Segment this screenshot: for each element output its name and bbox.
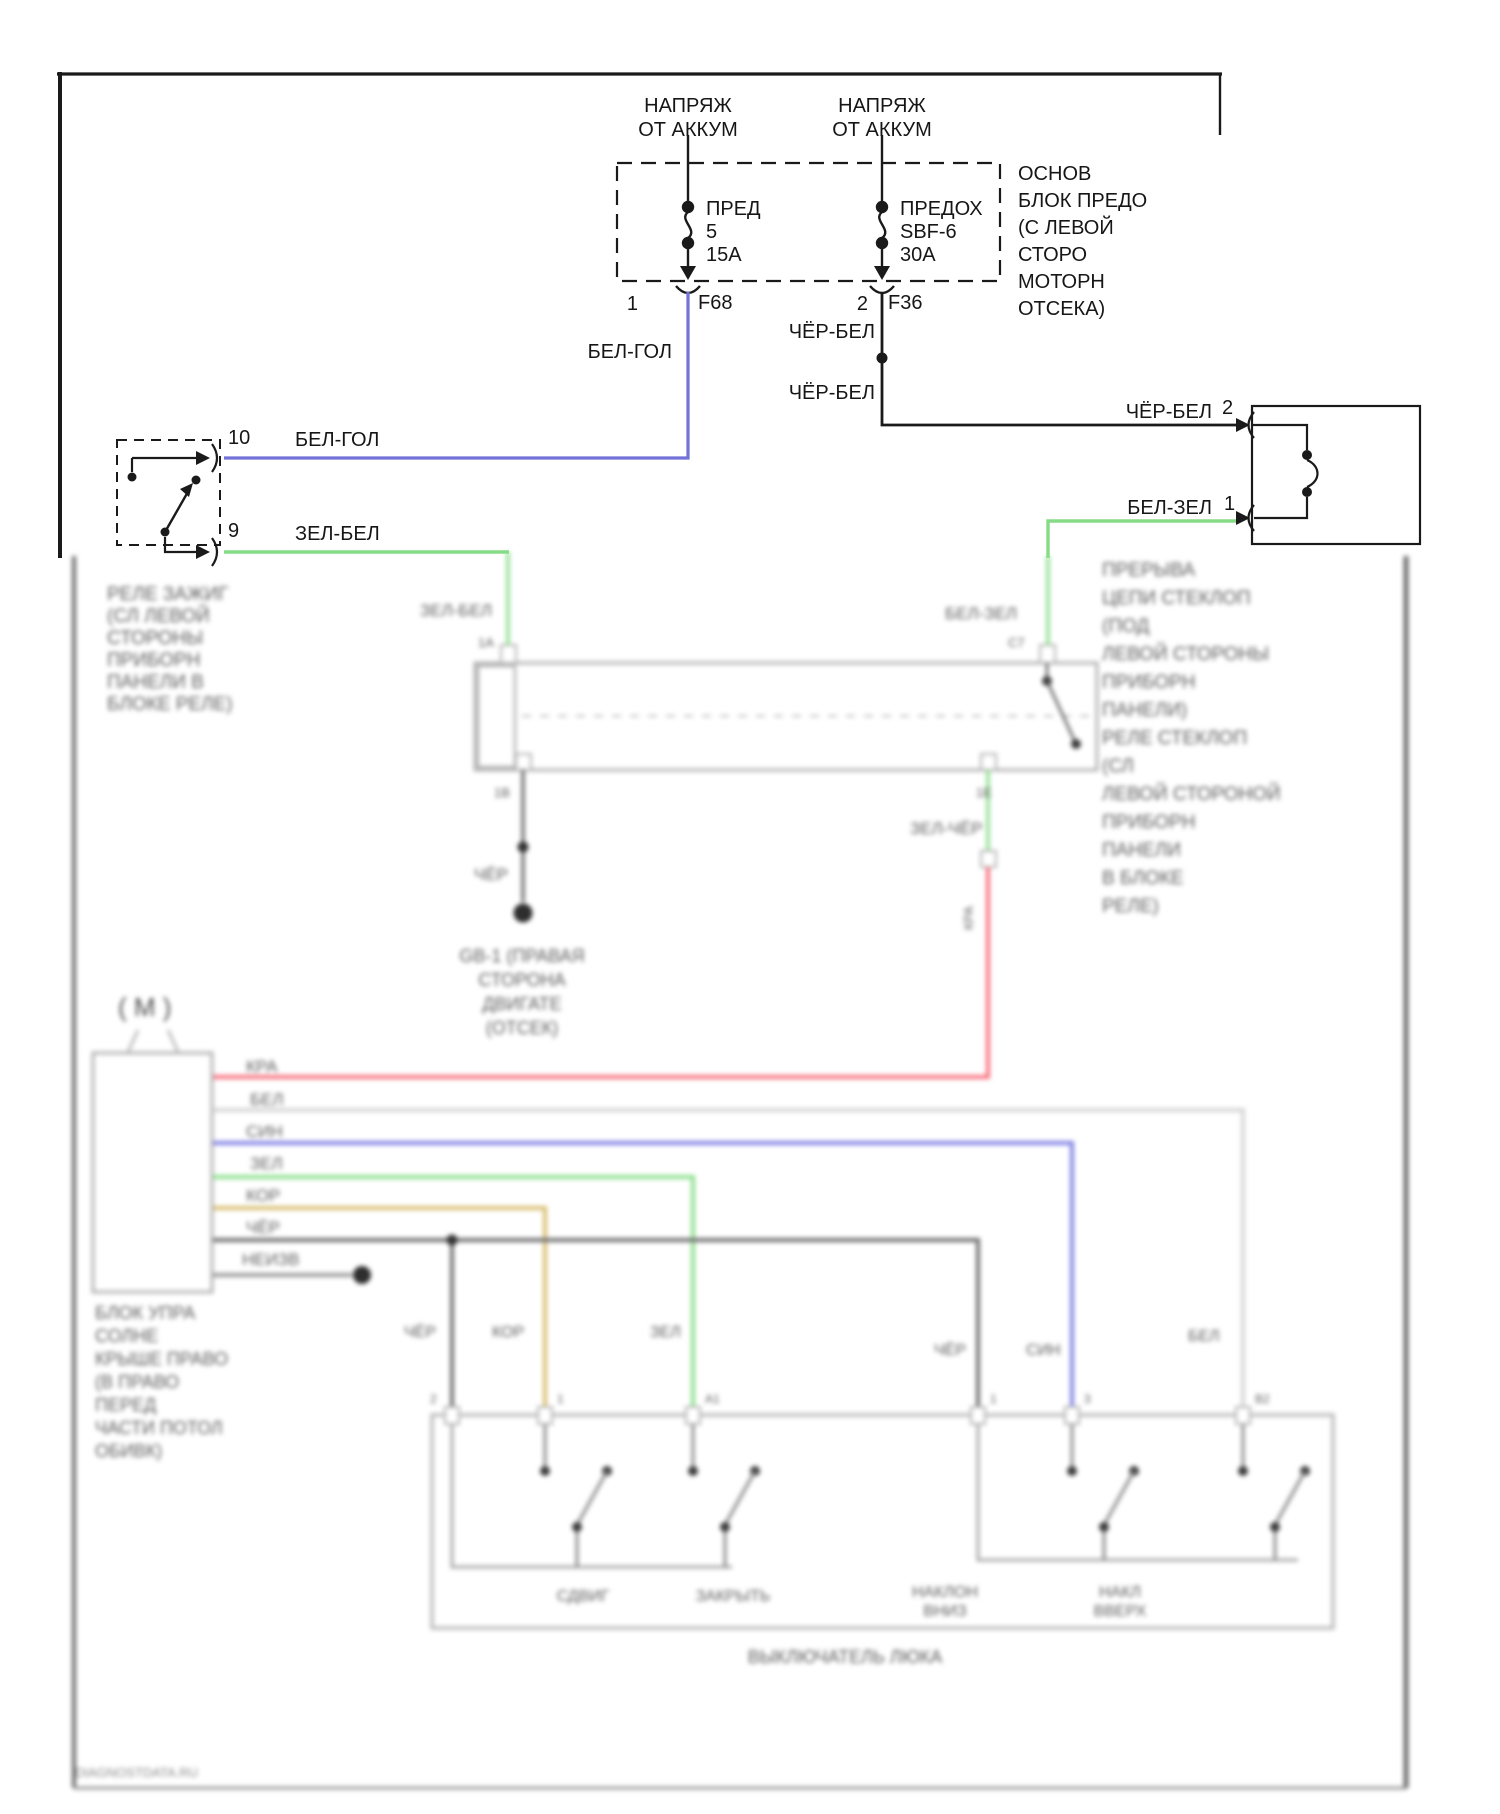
ground-label-1: GB-1 (ПРАВАЯ (459, 946, 585, 966)
feed1-line1: НАПРЯЖ (644, 95, 732, 117)
side-label-10: ПРИБОРН (1102, 812, 1196, 833)
fusebox-label-2: БЛОК ПРЕДО (1018, 190, 1148, 212)
ign-relay-label-2: (СЛ ЛЕВОЙ (107, 606, 210, 627)
motor-wire-cher: ЧЁР (246, 1218, 281, 1237)
fusebox-label-1: ОСНОВ (1018, 163, 1092, 185)
sw-pin-1: 2 (430, 1392, 437, 1406)
fusebox-label-5: МОТОРН (1018, 271, 1105, 293)
relay-pin-c7: C7 (1008, 635, 1025, 650)
inline-connector (981, 851, 996, 867)
sunroof-relay-box (475, 645, 1097, 770)
motor-wire-kor: КОР (246, 1186, 281, 1205)
sw-pos-3b: ВНИЗ (923, 1603, 967, 1620)
relay-pin-1b: 1B (494, 785, 510, 800)
relay-pin-1a: 1A (478, 635, 494, 650)
fuse1-id: 5 (706, 221, 718, 243)
wire-label-cher-bel-3: ЧЁР-БЕЛ (1125, 401, 1212, 423)
drop-label-cher-1: ЧЁР (404, 1324, 437, 1341)
drop-label-kor: КОР (492, 1324, 525, 1341)
fuse1-amps: 15A (706, 244, 742, 266)
ign-relay-label-3: СТОРОНЫ (107, 628, 204, 649)
motor-wire-zel: ЗЕЛ (250, 1154, 283, 1173)
drop-label-sin: СИН (1026, 1342, 1061, 1359)
fuse1-name: ПРЕД (706, 198, 761, 220)
ign-relay-label-4: ПРИБОРН (107, 650, 201, 671)
ground-dot-neizv (353, 1266, 371, 1284)
fuse1-conn: F68 (698, 292, 733, 314)
side-label-1: ПРЕРЫВА (1102, 560, 1196, 581)
sw-pin-6: B2 (1255, 1392, 1270, 1406)
sw-pin-2: 1 (557, 1392, 564, 1406)
side-label-5: ПРИБОРН (1102, 672, 1196, 693)
ign-relay-label-6: БЛОКЕ РЕЛЕ) (107, 694, 233, 715)
watermark: DIAGNOSTDATA.RU (75, 1765, 199, 1780)
sw-pin-3: A1 (705, 1392, 720, 1406)
breaker-pin2: 2 (1222, 397, 1234, 419)
fuse2-amps: 30A (900, 244, 936, 266)
motor-label-1: БЛОК УПРА (95, 1303, 196, 1323)
side-label-6: ПАНЕЛИ) (1102, 700, 1188, 721)
motor-label-4: (В ПРАВО (95, 1372, 180, 1392)
ground-label-2: СТОРОНА (478, 970, 566, 990)
motor-label-2: СОЛНЕ (95, 1326, 159, 1346)
sw-pin-4: 1 (990, 1392, 997, 1406)
wire-bel (213, 1110, 1243, 1407)
motor-block (93, 1030, 212, 1292)
side-label-9: ЛЕВОЙ СТОРОНОЙ (1102, 784, 1281, 805)
wire-cher-main (213, 1240, 978, 1407)
ign-relay-label-1: РЕЛЕ ЗАЖИГ (107, 584, 229, 605)
side-label-7: РЕЛЕ СТЕКЛОП (1102, 728, 1248, 749)
feed2-line1: НАПРЯЖ (838, 95, 926, 117)
label-zel-cher: ЗЕЛ-ЧЁР (910, 819, 983, 838)
sw-pos-4b: ВВЕРХ (1093, 1603, 1147, 1620)
fusebox-label-4: СТОРО (1018, 244, 1088, 266)
drop-label-zel: ЗЕЛ (650, 1324, 681, 1341)
side-label-3: (ПОД (1102, 616, 1150, 637)
relay-ground-leg (514, 770, 533, 923)
side-label-4: ЛЕВОЙ СТОРОНЫ (1102, 644, 1270, 665)
wire-label-bel-gol: БЕЛ-ГОЛ (587, 341, 672, 363)
wire-label-bel-zel: БЕЛ-ЗЕЛ (1127, 497, 1212, 519)
ground-label-3: ДВИГАТЕ (482, 994, 562, 1014)
wire-label-cher-bel-1: ЧЁР-БЕЛ (788, 321, 875, 343)
side-label-8: (СЛ (1102, 756, 1134, 777)
ign-relay-label-5: ПАНЕЛИ В (107, 672, 204, 693)
relay-pin-9: 9 (228, 520, 240, 542)
motor-label-7: ОБИВК) (95, 1441, 163, 1461)
relay-pin-10: 10 (228, 427, 251, 449)
motor-label-6: ЧАСТИ ПОТОЛ (95, 1418, 223, 1438)
sw-pin-5: 3 (1084, 1392, 1091, 1406)
fuse2-id: SBF-6 (900, 221, 957, 243)
motor-icon: ( М ) (118, 992, 172, 1022)
motor-wire-neizv: НЕИЗВ (242, 1250, 300, 1269)
label-bel-zel-small: БЕЛ-ЗЕЛ (945, 604, 1018, 623)
junction-dot-cher (447, 1235, 458, 1246)
sw-pos-4a: НАКЛ (1098, 1584, 1142, 1601)
motor-label-5: ПЕРЕД (95, 1395, 157, 1415)
wire-label-bel-gol-2: БЕЛ-ГОЛ (295, 429, 380, 451)
side-label-2: ЦЕПИ СТЕКЛОП (1102, 588, 1251, 609)
side-label-12: В БЛОКЕ (1102, 868, 1184, 889)
sw-pos-3a: НАКЛОН (911, 1584, 979, 1601)
motor-wire-kra: КРА (246, 1057, 278, 1076)
fuse2-pin: 2 (856, 293, 868, 315)
breaker-pin1: 1 (1224, 493, 1236, 515)
fusebox-label-3: (С ЛЕВОЙ (1018, 217, 1114, 239)
label-kra-vert: КРА (961, 905, 976, 930)
relay-pin-1e: 1E (976, 785, 992, 800)
fusebox-label-6: ОТСЕКА) (1018, 298, 1106, 320)
wire-label-zel-bel: ЗЕЛ-БЕЛ (295, 523, 380, 545)
wire-label-cher-bel-2: ЧЁР-БЕЛ (788, 382, 875, 404)
side-label-11: ПАНЕЛИ (1102, 840, 1181, 861)
feed1-line2: ОТ АККУМ (638, 119, 738, 141)
switch-title: ВЫКЛЮЧАТЕЛЬ ЛЮКА (747, 1647, 943, 1667)
side-label-13: РЕЛЕ) (1102, 896, 1159, 917)
motor-wire-sin: СИН (246, 1122, 283, 1141)
fuse1-pin: 1 (626, 293, 638, 315)
ground-label-4: (ОТСЕК) (485, 1018, 559, 1038)
motor-wire-bel: БЕЛ (250, 1090, 284, 1109)
drop-label-bel: БЕЛ (1188, 1328, 1220, 1345)
sw-pos-2: ЗАКРЫТЬ (695, 1588, 771, 1605)
feed2-line2: ОТ АККУМ (832, 119, 932, 141)
sw-pos-1: СДВИГ (556, 1588, 610, 1605)
label-zel-bel-small: ЗЕЛ-БЕЛ (420, 601, 493, 620)
fuse2-conn: F36 (888, 292, 923, 314)
fuse2-name: ПРЕДОХ (900, 198, 983, 220)
motor-label-3: КРЫШЕ ПРАВО (95, 1349, 229, 1369)
drop-label-cher-2: ЧЁР (934, 1342, 967, 1359)
label-cher-relay: ЧЁР (474, 865, 509, 884)
